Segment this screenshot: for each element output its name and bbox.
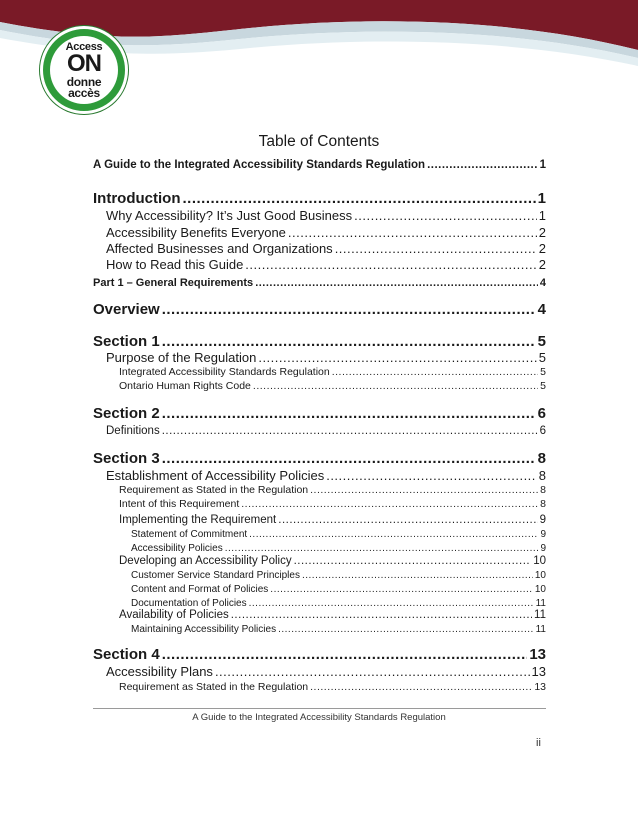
toc-entry-title: Purpose of the Regulation [106,351,257,365]
toc-dot-leader [427,159,538,172]
toc-entry-page: 8 [538,469,546,483]
toc-dot-leader [231,609,532,622]
toc-dot-leader [162,302,536,319]
toc-entry[interactable] [131,624,546,635]
logo-line-1: Access [65,41,103,53]
toc-entry-page: 11 [535,624,546,635]
toc-entry[interactable] [93,406,546,423]
toc-entry-title: Documentation of Policies [131,598,247,609]
toc-entry[interactable] [106,351,546,365]
toc-dot-leader [245,258,536,272]
toc-dot-leader [215,665,530,679]
toc-entry[interactable] [93,302,546,319]
toc-entry[interactable] [106,469,546,483]
toc-dot-leader [253,381,538,393]
toc-entry[interactable] [119,499,546,511]
toc-entry[interactable] [93,191,546,208]
footer-title: A Guide to the Integrated Accessibility Standards Regulation [192,712,446,723]
toc-entry[interactable] [106,242,546,256]
toc-entry-title: Why Accessibility? It’s Just Good Business [106,209,353,223]
toc-entry-title: Overview [93,302,160,318]
toc-dot-leader [278,514,537,527]
toc-entry-page: 8 [537,451,546,467]
toc-dot-leader [162,406,536,423]
logo-line-4: accès [68,86,100,100]
toc-dot-leader [310,682,532,694]
toc-dot-leader [270,584,533,595]
toc-dot-leader [162,647,528,664]
toc-entry[interactable] [119,381,546,393]
toc-entry-page: 1 [538,209,546,223]
toc-dot-leader [335,242,537,256]
toc-dot-leader [162,451,536,468]
toc-entry-title: Part 1 – General Requirements [93,277,254,289]
toc-entry[interactable] [93,159,546,172]
toc-entry-page: 5 [540,381,546,392]
toc-dot-leader [332,367,538,379]
toc-entry-title: Customer Service Standard Principles [131,570,300,581]
toc-entry-page: 5 [540,367,546,378]
toc-entry-title: Accessibility Benefits Everyone [106,226,286,240]
toc-entry-page: 9 [539,514,546,526]
toc-entry-title: Intent of this Requirement [119,499,240,510]
toc-entry-title: Content and Format of Policies [131,584,269,595]
toc-entry[interactable] [93,334,546,351]
toc-dot-leader [249,598,534,609]
toc-entry-page: 11 [535,598,546,609]
toc-dot-leader [225,543,539,554]
logo-inner [50,36,118,104]
toc-entry-page: 10 [534,584,546,595]
toc-entry[interactable] [131,529,546,540]
toc-dot-leader [326,469,537,483]
toc-entry-page: 10 [534,570,546,581]
toc-entry-title: Availability of Policies [119,609,229,621]
toc-entry-page: 11 [534,609,546,621]
toc-entry-title: A Guide to the Integrated Accessibility Standards Regulation [93,159,426,171]
toc-dot-leader [241,499,538,511]
toc-entry-title: Implementing the Requirement [119,514,277,526]
toc-entry-page: 13 [534,682,546,693]
toc-entry-title: Maintaining Accessibility Policies [131,624,277,635]
toc-entry[interactable] [119,609,546,622]
toc-entry-title: Integrated Accessibility Standards Regulation [119,367,330,378]
toc-dot-leader [162,425,538,438]
toc-entry-page: 9 [540,529,546,540]
toc-entry-page: 13 [529,647,546,663]
toc-entry[interactable] [119,682,546,694]
toc-entry[interactable] [131,584,546,595]
toc-entry[interactable] [106,425,546,438]
toc-dot-leader [182,191,535,208]
toc-entry-title: Affected Businesses and Organizations [106,242,333,256]
toc-entry-title: Accessibility Plans [106,665,213,679]
toc-entry-title: Section 1 [93,334,160,350]
toc-entry-page: 1 [537,191,546,207]
toc-entry[interactable] [106,665,546,679]
toc-dot-leader [255,277,538,289]
toc-entry-page: 2 [538,258,546,272]
toc-entry-page: 9 [540,543,546,554]
toc-entry-page: 6 [537,406,546,422]
toc-entry-title: Ontario Human Rights Code [119,381,251,392]
toc-entry[interactable] [106,226,546,240]
toc-entry-title: Statement of Commitment [131,529,248,540]
toc-entry-page: 2 [538,242,546,256]
toc-entry[interactable] [106,209,546,223]
toc-dot-leader [310,485,538,497]
toc-dot-leader [249,529,538,540]
toc-dot-leader [302,570,533,581]
toc-dot-leader [162,334,536,351]
toc-dot-leader [258,351,536,365]
toc-entry[interactable] [119,485,546,497]
toc-entry-title: Requirement as Stated in the Regulation [119,485,309,496]
toc-entry[interactable] [119,367,546,379]
toc-dot-leader [278,624,534,635]
toc-entry[interactable] [93,647,546,664]
logo-line-2: ON [67,50,101,77]
toc-entry-page: 13 [531,665,546,679]
toc-entry-title: Section 4 [93,647,160,663]
toc-entry[interactable] [119,555,546,568]
toc-entry-page: 1 [539,159,546,171]
toc-dot-leader [294,555,532,568]
toc-entry-page: 4 [537,302,546,318]
toc-entry[interactable] [119,514,546,527]
toc-entry-title: Developing an Accessibility Policy [119,555,292,567]
toc-entry-title: Establishment of Accessibility Policies [106,469,325,483]
toc-entry[interactable] [93,451,546,468]
logo-line-3: donne [66,75,102,89]
toc-entry-title: Section 3 [93,451,160,467]
toc-entry[interactable] [131,543,546,554]
toc-entry-page: 5 [537,334,546,350]
toc-entry-page: 6 [539,425,546,437]
toc-entry-title: Accessibility Policies [131,543,223,554]
footer-divider [93,708,546,709]
toc-entry-title: Section 2 [93,406,160,422]
toc-entry-title: Requirement as Stated in the Regulation [119,682,309,693]
page-number: ii [536,737,541,749]
toc-entry-page: 10 [533,555,546,567]
toc-entry[interactable] [131,598,546,609]
toc-dot-leader [354,209,537,223]
toc-entry-page: 8 [540,485,546,496]
toc-entry-title: How to Read this Guide [106,258,244,272]
toc-entry-page: 8 [540,499,546,510]
toc-title: Table of Contents [258,133,380,150]
toc-entry[interactable] [131,570,546,581]
toc-entry-title: Introduction [93,191,181,207]
toc-dot-leader [288,226,537,240]
accessibility-logo [40,26,128,114]
toc-entry[interactable] [93,277,546,289]
toc-entry-page: 5 [538,351,546,365]
toc-entry-page: 2 [538,226,546,240]
toc-entry[interactable] [106,258,546,272]
toc-entry-page: 4 [539,277,546,289]
toc-entry-title: Definitions [106,425,160,437]
